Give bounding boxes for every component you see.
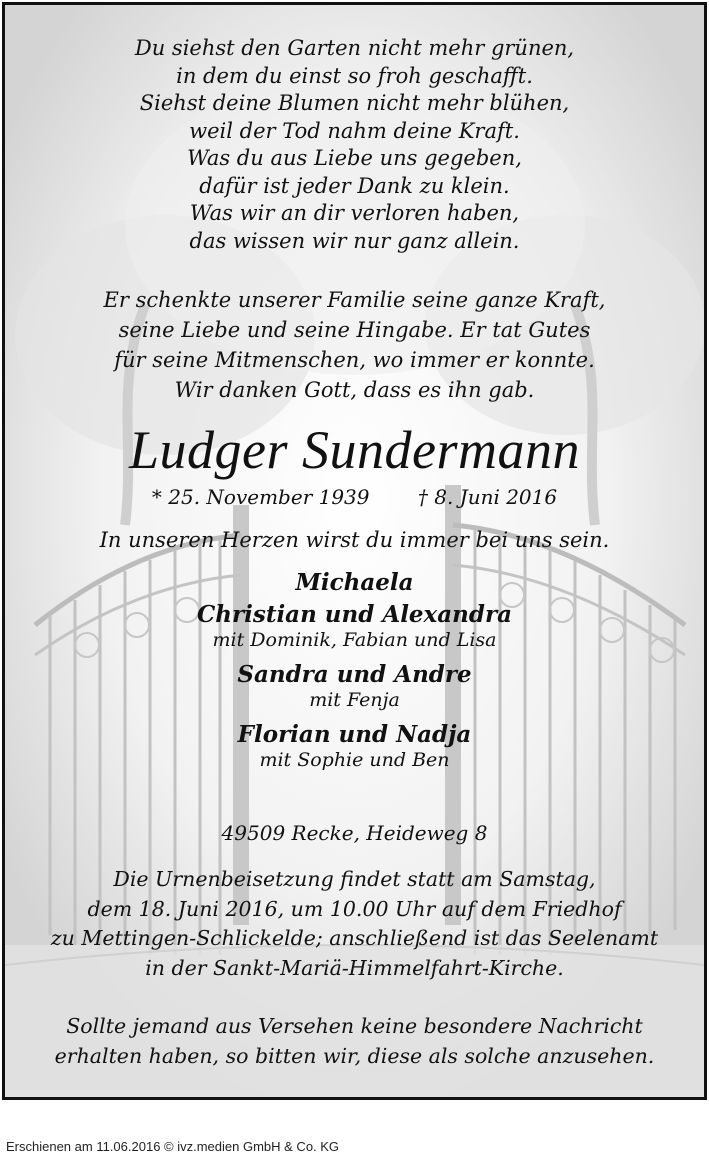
- mourner-name: Michaela: [295, 569, 414, 596]
- life-dates: [5, 483, 704, 511]
- obituary-frame: [2, 2, 707, 1100]
- notice-line: erhalten haben, so bitten wir, diese als solche anzusehen.: [54, 1043, 655, 1068]
- mourner-children: mit Sophie und Ben: [259, 749, 450, 771]
- family-address: 49509 Recke, Heideweg 8: [221, 821, 488, 845]
- tribute-line: Wir danken Gott, dass es ihn gab.: [174, 378, 535, 402]
- burial-info: [5, 865, 704, 983]
- notice-paragraph: [5, 1012, 704, 1071]
- poem-line: Was wir an dir verloren haben,: [189, 201, 520, 225]
- mourner-name: Sandra und Andre: [237, 661, 472, 688]
- tribute-line: für seine Mitmenschen, wo immer er konnte.: [114, 348, 595, 372]
- obituary-text: [5, 5, 704, 1097]
- poem-line: weil der Tod nahm deine Kraft.: [189, 118, 520, 143]
- poem-line: Siehst deine Blumen nicht mehr blühen,: [139, 91, 570, 115]
- publication-footer: Erschienen am 11.06.2016 © ivz.medien GmbH & Co. KG: [6, 1139, 340, 1154]
- tribute-line: Er schenkte unserer Familie seine ganze Kraft,: [103, 288, 606, 312]
- closing-line: In unseren Herzen wirst du immer bei uns sein.: [99, 528, 610, 552]
- birth-date: * 25. November 1939: [151, 485, 370, 509]
- mourner-children: mit Dominik, Fabian und Lisa: [212, 629, 497, 651]
- mourners-list: [5, 567, 704, 779]
- poem-line: das wissen wir nur ganz allein.: [189, 228, 520, 253]
- poem-line: Du siehst den Garten nicht mehr grünen,: [134, 36, 575, 60]
- burial-line: zu Mettingen-Schlickelde; anschließend ist das Seelenamt: [50, 926, 659, 950]
- poem-line: Was du aus Liebe uns gegeben,: [187, 146, 522, 170]
- burial-line: Die Urnenbeisetzung findet statt am Samstag,: [113, 867, 596, 891]
- burial-line: dem 18. Juni 2016, um 10.00 Uhr auf dem Friedhof: [87, 896, 622, 921]
- death-date: † 8. Juni 2016: [417, 485, 558, 509]
- burial-line: in der Sankt-Mariä-Himmelfahrt-Kirche.: [145, 955, 564, 980]
- memorial-poem: [5, 35, 704, 255]
- poem-line: dafür ist jeder Dank zu klein.: [199, 173, 510, 198]
- mourner-name: Christian und Alexandra: [196, 601, 512, 628]
- deceased-name: Ludger Sundermann: [129, 420, 580, 480]
- mourner-name: Florian und Nadja: [237, 721, 472, 748]
- notice-line: Sollte jemand aus Versehen keine besondere Nachricht: [66, 1014, 643, 1038]
- tribute-paragraph: [5, 285, 704, 405]
- poem-line: in dem du einst so froh geschafft.: [176, 63, 533, 88]
- tribute-line: seine Liebe und seine Hingabe. Er tat Gutes: [118, 318, 591, 342]
- mourner-children: mit Fenja: [309, 689, 400, 711]
